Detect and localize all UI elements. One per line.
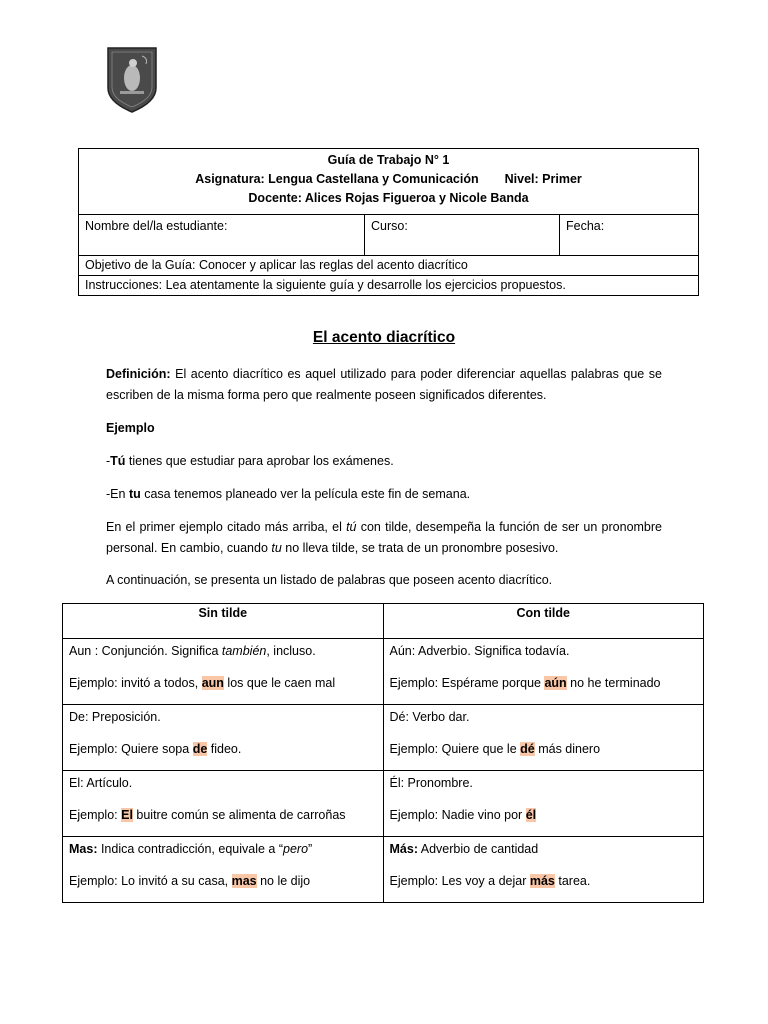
explanation-word-2: tu [271, 541, 282, 555]
example-1-word: Tú [110, 454, 126, 468]
word-definition: El: Artículo. [69, 776, 133, 790]
highlighted-word: aún [544, 676, 567, 690]
example-2-prefix: -En [106, 487, 129, 501]
list-intro: A continuación, se presenta un listado de palabras que poseen acento diacrítico. [106, 573, 553, 587]
definition-text: Indica contradicción, equivale a “ [97, 842, 284, 856]
definition-italic: pero [283, 842, 309, 856]
teachers: Docente: Alices Rojas Figueroa y Nicole Banda [248, 191, 529, 205]
word-example [69, 673, 377, 694]
definition-label: Definición: [106, 367, 171, 381]
word-definition [69, 639, 377, 662]
table-cell [63, 771, 384, 837]
table-header-row [63, 604, 704, 639]
word-example [69, 805, 377, 826]
definition-text: Adverbio de cantidad [417, 842, 539, 856]
example-1 [106, 451, 662, 472]
explanation-word-1: tú [346, 520, 357, 534]
highlighted-word: El [121, 808, 133, 822]
guide-title: Guía de Trabajo N° 1 [327, 153, 450, 167]
table-row [63, 837, 704, 903]
course-label: Curso: [371, 219, 408, 233]
highlighted-word: mas [231, 874, 257, 888]
objective: Objetivo de la Guía: Conocer y aplicar las reglas del acento diacrítico [79, 256, 699, 276]
table-row [63, 639, 704, 705]
table-cell [63, 837, 384, 903]
subject-level-line [85, 170, 692, 189]
column-header-sin-tilde: Sin tilde [63, 604, 384, 639]
example-heading-text: Ejemplo [106, 421, 155, 435]
definition-word: Más: [389, 842, 418, 856]
explanation-part-3: no lleva tilde, se trata de un pronombre posesivo. [281, 541, 559, 555]
table-cell [383, 705, 704, 771]
course-field[interactable] [365, 215, 560, 256]
table-row [63, 771, 704, 837]
word-example [69, 871, 377, 892]
example-2-text: casa tenemos planeado ver la película este fin de semana. [140, 487, 471, 501]
example-text: más dinero [534, 742, 601, 756]
example-text: no he terminado [566, 676, 661, 690]
highlighted-word: de [192, 742, 208, 756]
example-text: Ejemplo: [69, 808, 122, 822]
main-title: El acento diacrítico [312, 329, 456, 346]
date-field[interactable] [560, 215, 699, 256]
explanation-part-2: con tilde, desempeña la función de ser un pronombre personal. En cambio, cuando [106, 520, 662, 555]
example-text: Ejemplo: Lo invitó a su casa, [69, 874, 232, 888]
definition-paragraph [106, 364, 662, 406]
highlighted-word: él [525, 808, 537, 822]
example-text: no le dijo [256, 874, 311, 888]
example-text: buitre común se alimenta de carroñas [132, 808, 346, 822]
example-1-prefix: - [106, 454, 111, 468]
table-cell [383, 837, 704, 903]
example-text: Ejemplo: Les voy a dejar [389, 874, 530, 888]
word-definition [390, 837, 698, 860]
level: Nivel: Primer [504, 172, 582, 186]
student-name-field[interactable] [79, 215, 365, 256]
highlighted-word: más [529, 874, 555, 888]
word-example [390, 871, 698, 892]
word-example [390, 805, 698, 826]
highlighted-word: dé [520, 742, 535, 756]
word-example [390, 673, 698, 694]
word-example [69, 739, 377, 760]
definition-text: , incluso. [266, 644, 316, 658]
example-heading [106, 418, 662, 439]
example-2-word: tu [128, 487, 141, 501]
word-definition: Aún: Adverbio. Significa todavía. [389, 644, 570, 658]
example-text: Ejemplo: invitó a todos, [69, 676, 202, 690]
explanation-paragraph [106, 517, 662, 559]
definition-text: ” [308, 842, 313, 856]
word-definition [69, 837, 377, 860]
example-text: tarea. [554, 874, 591, 888]
guide-header-table [78, 148, 699, 296]
definition-text: El acento diacrítico es aquel utilizado para poder diferenciar aquellas palabras que se escriben de la misma forma pero que realmente poseen significados diferentes. [106, 367, 662, 402]
explanation-part-1: En el primer ejemplo citado más arriba, el [106, 520, 347, 534]
column-header-con-tilde: Con tilde [383, 604, 704, 639]
highlighted-word: aun [201, 676, 224, 690]
guide-header-title-cell [79, 149, 699, 215]
example-text: Ejemplo: Nadie vino por [389, 808, 526, 822]
school-crest-logo [106, 44, 158, 114]
table-cell [63, 705, 384, 771]
diacritic-words-table [62, 603, 704, 903]
definition-word: Mas: [69, 842, 98, 856]
table-cell [63, 639, 384, 705]
word-definition: Él: Pronombre. [389, 776, 473, 790]
student-name-label: Nombre del/la estudiante: [85, 219, 228, 233]
table-cell [383, 771, 704, 837]
table-cell [383, 639, 704, 705]
example-text: Ejemplo: Quiere sopa [69, 742, 193, 756]
example-text: Ejemplo: Espérame porque [389, 676, 545, 690]
example-2 [106, 484, 662, 505]
table-row [63, 705, 704, 771]
instructions: Instrucciones: Lea atentamente la siguiente guía y desarrolle los ejercicios propuestos. [79, 276, 699, 296]
example-text: los que le caen mal [223, 676, 336, 690]
word-definition: De: Preposición. [69, 710, 161, 724]
example-text: fideo. [207, 742, 242, 756]
example-text: Ejemplo: Quiere que le [389, 742, 521, 756]
word-example [390, 739, 698, 760]
definition-text: Aun : Conjunción. Significa [69, 644, 222, 658]
date-label: Fecha: [566, 219, 605, 233]
subject: Asignatura: Lengua Castellana y Comunicación [195, 172, 479, 186]
definition-italic: también [221, 644, 267, 658]
example-1-text: tienes que estudiar para aprobar los exámenes. [125, 454, 394, 468]
word-definition: Dé: Verbo dar. [389, 710, 470, 724]
